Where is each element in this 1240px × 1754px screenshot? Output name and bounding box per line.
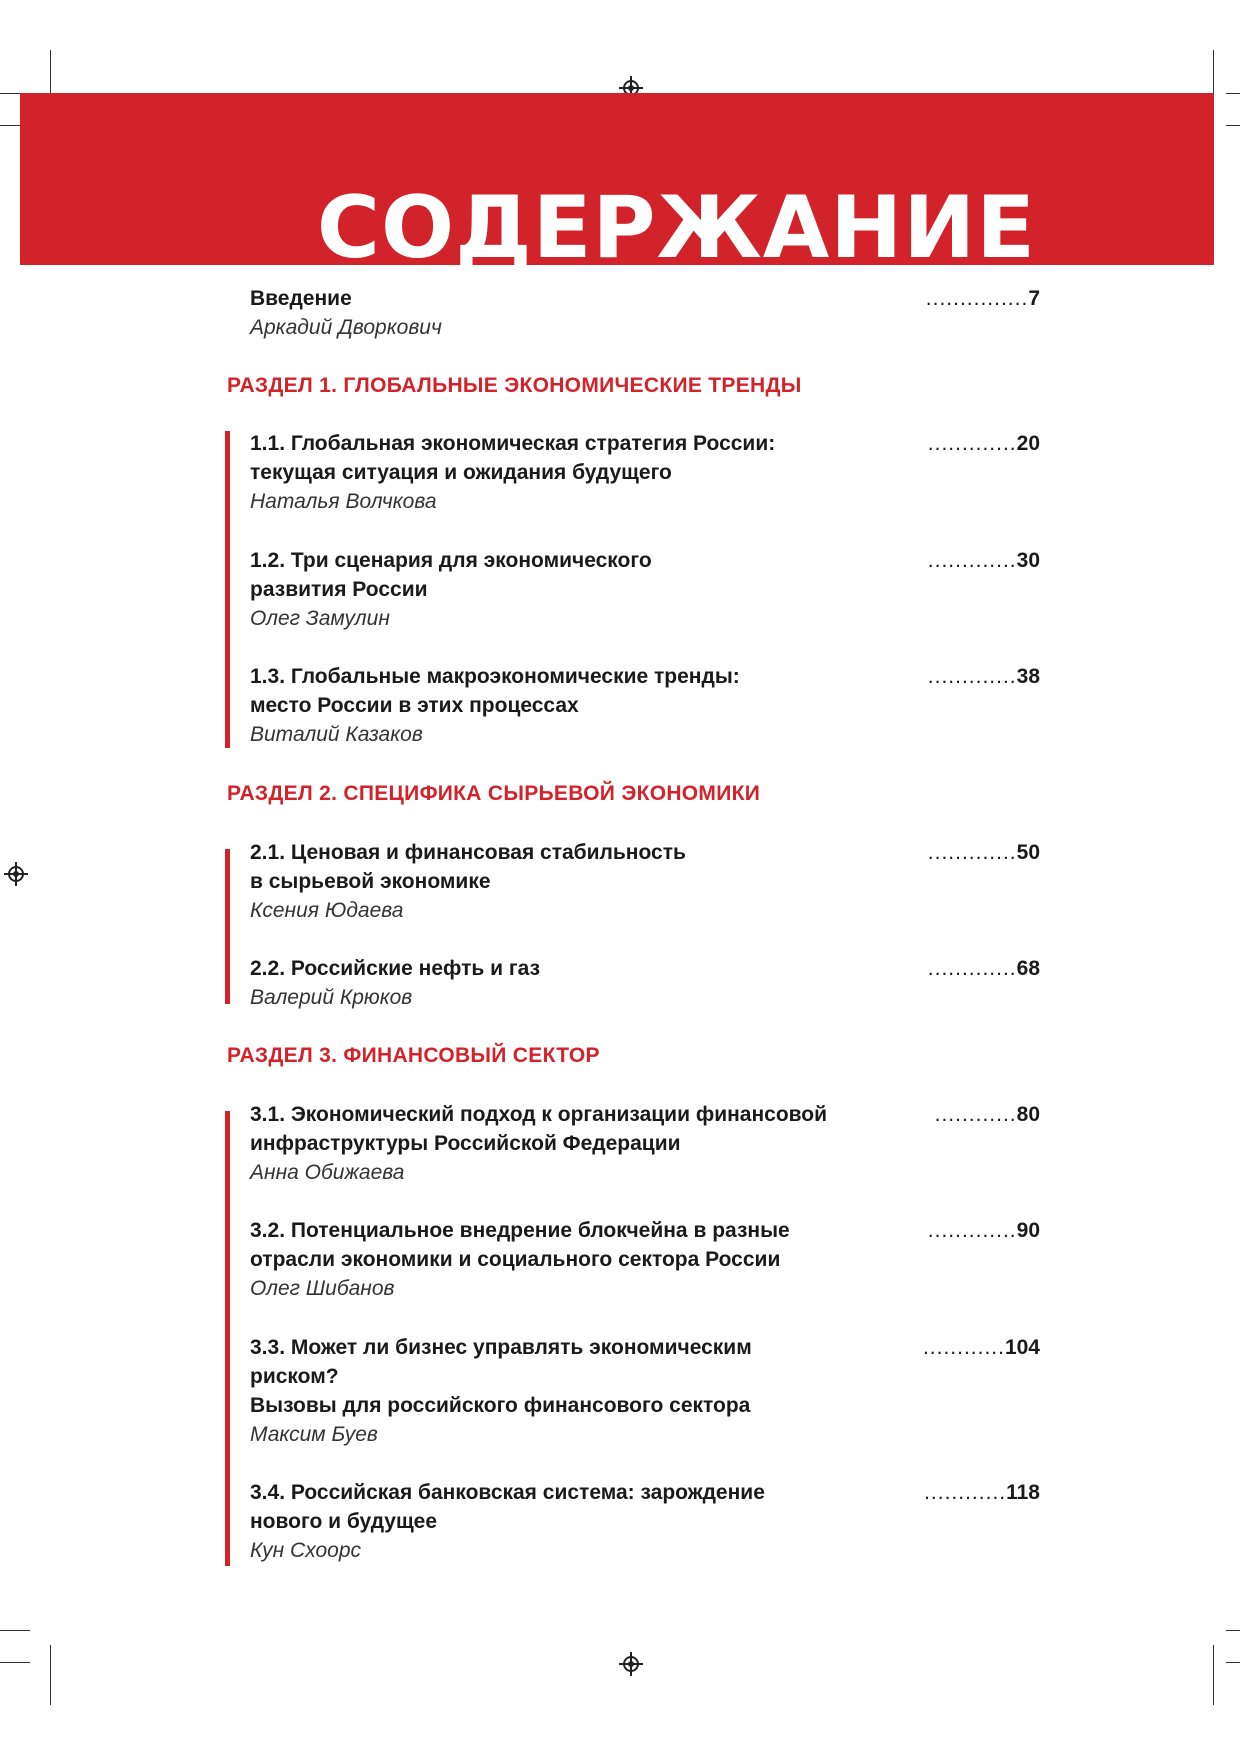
entry-title-line: отрасли экономики и социального сектора России xyxy=(250,1248,781,1271)
entry-title-line: 3.4. Российская банковская система: зарождение xyxy=(250,1481,765,1504)
entry-title xyxy=(250,662,920,720)
section-title: РАЗДЕЛ 1. ГЛОБАЛЬНЫЕ ЭКОНОМИЧЕСКИЕ ТРЕНДЫ xyxy=(227,374,802,397)
leader-dots: ............. xyxy=(927,549,1017,572)
entry-title-line: 3.2. Потенциальное внедрение блокчейна в разные xyxy=(250,1219,790,1242)
page-number: 38 xyxy=(1016,665,1040,688)
entry-page-number xyxy=(924,1478,1040,1507)
entry-title-line: риском? xyxy=(250,1365,339,1388)
entry-page-number xyxy=(935,1100,1040,1129)
toc-entry[interactable] xyxy=(250,1478,1040,1565)
entry-title xyxy=(250,1333,920,1420)
crop-mark xyxy=(1213,1645,1214,1705)
entry-title-line: развития России xyxy=(250,578,428,601)
entry-page-number xyxy=(928,546,1040,575)
entry-title-line: 1.1. Глобальная экономическая стратегия России: xyxy=(250,432,776,455)
entry-title-line: текущая ситуация и ожидания будущего xyxy=(250,461,672,484)
leader-dots: ............. xyxy=(927,432,1017,455)
entry-author: Максим Буев xyxy=(250,1423,378,1446)
toc-entry[interactable] xyxy=(250,954,1040,1012)
leader-dots: ............. xyxy=(927,665,1017,688)
section-title: РАЗДЕЛ 3. ФИНАНСОВЫЙ СЕКТОР xyxy=(227,1044,600,1067)
entry-author: Наталья Волчкова xyxy=(250,490,437,513)
leader-dots: ............ xyxy=(924,1481,1007,1504)
entry-title-line: 3.3. Может ли бизнес управлять экономическим xyxy=(250,1336,752,1359)
entry-title-line: 1.3. Глобальные макроэкономические тренды: xyxy=(250,665,740,688)
crop-mark xyxy=(1226,1630,1240,1631)
entry-author: Ксения Юдаева xyxy=(250,899,404,922)
entry-title-line: в сырьевой экономике xyxy=(250,870,491,893)
page-number: 68 xyxy=(1016,957,1040,980)
toc-entry-intro[interactable] xyxy=(250,284,1040,342)
section-accent-bar xyxy=(225,849,230,1004)
entry-title xyxy=(250,429,920,487)
entry-title xyxy=(250,546,920,604)
entry-title-line: место России в этих процессах xyxy=(250,694,579,717)
page-number: 20 xyxy=(1016,432,1040,455)
crop-mark xyxy=(1226,125,1240,126)
page-number: 90 xyxy=(1016,1219,1040,1242)
page-number: 104 xyxy=(1004,1336,1040,1359)
page-number: 7 xyxy=(1028,287,1040,310)
entry-author: Олег Шибанов xyxy=(250,1277,395,1300)
entry-title-line: нового и будущее xyxy=(250,1510,438,1533)
leader-dots: ............ xyxy=(934,1103,1017,1126)
entry-page-number xyxy=(928,838,1040,867)
section-accent-bar xyxy=(225,1111,230,1566)
page-number: 50 xyxy=(1016,841,1040,864)
leader-dots: ............... xyxy=(925,287,1029,310)
entry-title-line: Вызовы для российского финансового сектора xyxy=(250,1394,751,1417)
toc-entry[interactable] xyxy=(250,1333,1040,1449)
entry-title xyxy=(250,284,920,313)
entry-page-number xyxy=(928,429,1040,458)
toc-entry[interactable] xyxy=(250,838,1040,925)
crop-mark xyxy=(0,1662,30,1663)
leader-dots: ............. xyxy=(927,957,1017,980)
leader-dots: ............ xyxy=(922,1336,1005,1359)
toc-entry[interactable] xyxy=(250,546,1040,633)
section-title: РАЗДЕЛ 2. СПЕЦИФИКА СЫРЬЕВОЙ ЭКОНОМИКИ xyxy=(227,782,761,805)
entry-page-number xyxy=(928,662,1040,691)
toc-entry[interactable] xyxy=(250,1216,1040,1303)
page-number: 80 xyxy=(1016,1103,1040,1126)
entry-author: Олег Замулин xyxy=(250,607,390,630)
entry-page-number xyxy=(928,1216,1040,1245)
toc-entry[interactable] xyxy=(250,662,1040,749)
entry-title xyxy=(250,838,920,896)
page-number: 118 xyxy=(1006,1481,1040,1504)
entry-author: Аркадий Дворкович xyxy=(250,316,442,339)
entry-author: Валерий Крюков xyxy=(250,986,413,1009)
registration-mark-icon xyxy=(623,1656,639,1672)
leader-dots: ............. xyxy=(927,841,1017,864)
entry-title xyxy=(250,1478,920,1536)
registration-mark-icon xyxy=(8,866,24,882)
crop-mark xyxy=(50,1645,51,1705)
leader-dots: ............. xyxy=(927,1219,1017,1242)
crop-mark xyxy=(1226,1662,1240,1663)
entry-title xyxy=(250,1100,920,1158)
page-number: 30 xyxy=(1016,549,1040,572)
crop-mark xyxy=(0,1630,30,1631)
entry-title xyxy=(250,954,920,983)
crop-mark xyxy=(1226,93,1240,94)
entry-title-line: инфраструктуры Российской Федерации xyxy=(250,1132,681,1155)
entry-author: Анна Обижаева xyxy=(250,1161,405,1184)
entry-author: Виталий Казаков xyxy=(250,723,423,746)
entry-page-number xyxy=(928,954,1040,983)
entry-title-line: 2.1. Ценовая и финансовая стабильность xyxy=(250,841,686,864)
section-accent-bar xyxy=(225,431,230,748)
toc-entry[interactable] xyxy=(250,1100,1040,1187)
entry-title-line: Введение xyxy=(250,287,352,310)
page-title: СОДЕРЖАНИЕ xyxy=(316,178,1036,278)
entry-title-line: 1.2. Три сценария для экономического xyxy=(250,549,652,572)
toc-entry[interactable] xyxy=(250,429,1040,516)
entry-title xyxy=(250,1216,920,1274)
entry-title-line: 3.1. Экономический подход к организации финансовой xyxy=(250,1103,828,1126)
entry-page-number xyxy=(926,284,1040,313)
entry-title-line: 2.2. Российские нефть и газ xyxy=(250,957,541,980)
entry-page-number xyxy=(923,1333,1040,1362)
entry-author: Кун Схоорс xyxy=(250,1539,361,1562)
